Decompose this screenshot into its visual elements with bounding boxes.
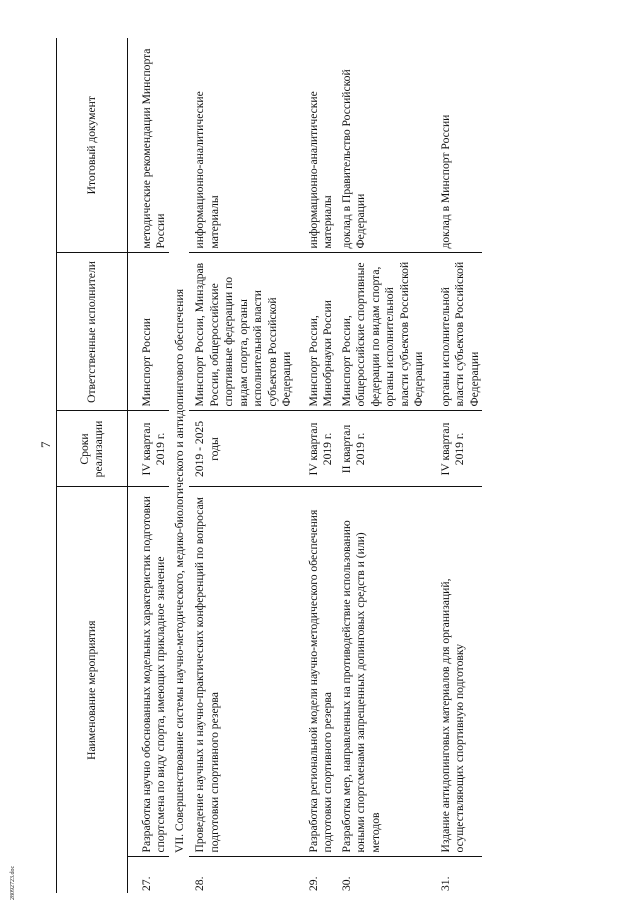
- measures-table: [56, 38, 482, 893]
- section-row: [169, 38, 189, 893]
- header-result: Итоговый документ: [57, 38, 128, 253]
- row-deadline: IV квартал 2019 г.: [427, 411, 482, 487]
- row-name: Разработка региональной модели научно-методического обеспечения подготовки спортивного резерва: [295, 487, 336, 857]
- table-row: [189, 38, 294, 893]
- table-row: [128, 38, 169, 893]
- header-name: Наименование мероприятия: [57, 487, 128, 893]
- row-number: 30.: [336, 857, 427, 893]
- row-number: 27.: [128, 857, 169, 893]
- row-deadline: IV квартал 2019 г.: [295, 411, 336, 487]
- header-deadline: Сроки реализации: [57, 411, 128, 487]
- row-result: информационно-аналитические материалы: [193, 91, 221, 249]
- row-name: Проведение научных и научно-практических конференций по вопросам подготовки спортивного резерва: [189, 487, 294, 857]
- row-number: 29.: [295, 857, 336, 893]
- page-number: 7: [38, 441, 53, 448]
- row-number: 31.: [427, 857, 482, 893]
- row-name: Разработка мер, направленных на противодействие использованию юными спортсменами запрещенных допинговых средств и (или) методов: [336, 487, 427, 857]
- rotated-page: [56, 38, 616, 893]
- row-deadline: II квартал 2019 г.: [336, 411, 427, 487]
- table-row: [295, 38, 336, 893]
- row-deadline: IV квартал 2019 г.: [128, 411, 169, 487]
- row-result: информационно-аналитические материалы: [306, 91, 335, 249]
- table-row: [427, 38, 482, 893]
- row-executors: органы исполнительной власти субъектов Российской Федерации: [427, 253, 482, 411]
- row-result: методические рекомендации Минспорта России: [140, 48, 168, 249]
- row-deadline: 2019 - 2025 годы: [189, 411, 294, 487]
- table-header-row: [57, 38, 128, 893]
- document-stamp-code: 28092723.doc: [10, 865, 16, 900]
- table-row: [336, 38, 427, 893]
- row-executors: Минспорт России: [128, 253, 169, 411]
- row-executors: Минспорт России, общероссийские спортивные федерации по видам спорта, органы исполнительной власти субъектов Российской Федерации: [336, 253, 427, 411]
- header-executors: Ответственные исполнители: [57, 253, 128, 411]
- row-number: 28.: [189, 857, 294, 893]
- row-executors: Минспорт России, Минобрнауки России: [295, 253, 336, 411]
- row-result: доклад в Минспорт России: [438, 114, 452, 249]
- row-name: Издание антидопинговых материалов для организаций, осуществляющих спортивную подготовку: [427, 487, 482, 857]
- row-executors: Минспорт России, Минздрав России, общероссийские спортивные федерации по видам спорта, органы исполнительной власти субъектов Российской Федерации: [189, 253, 294, 411]
- row-result: доклад в Правительство Российской Федерации: [339, 69, 368, 249]
- section-title: VII. Совершенствование системы научно-методического, медико-биологического и антидопингового обеспечения: [172, 288, 186, 853]
- row-name: Разработка научно обоснованных модельных характеристик подготовки спортсмена по виду спорта, имеющих прикладное значение: [128, 487, 169, 857]
